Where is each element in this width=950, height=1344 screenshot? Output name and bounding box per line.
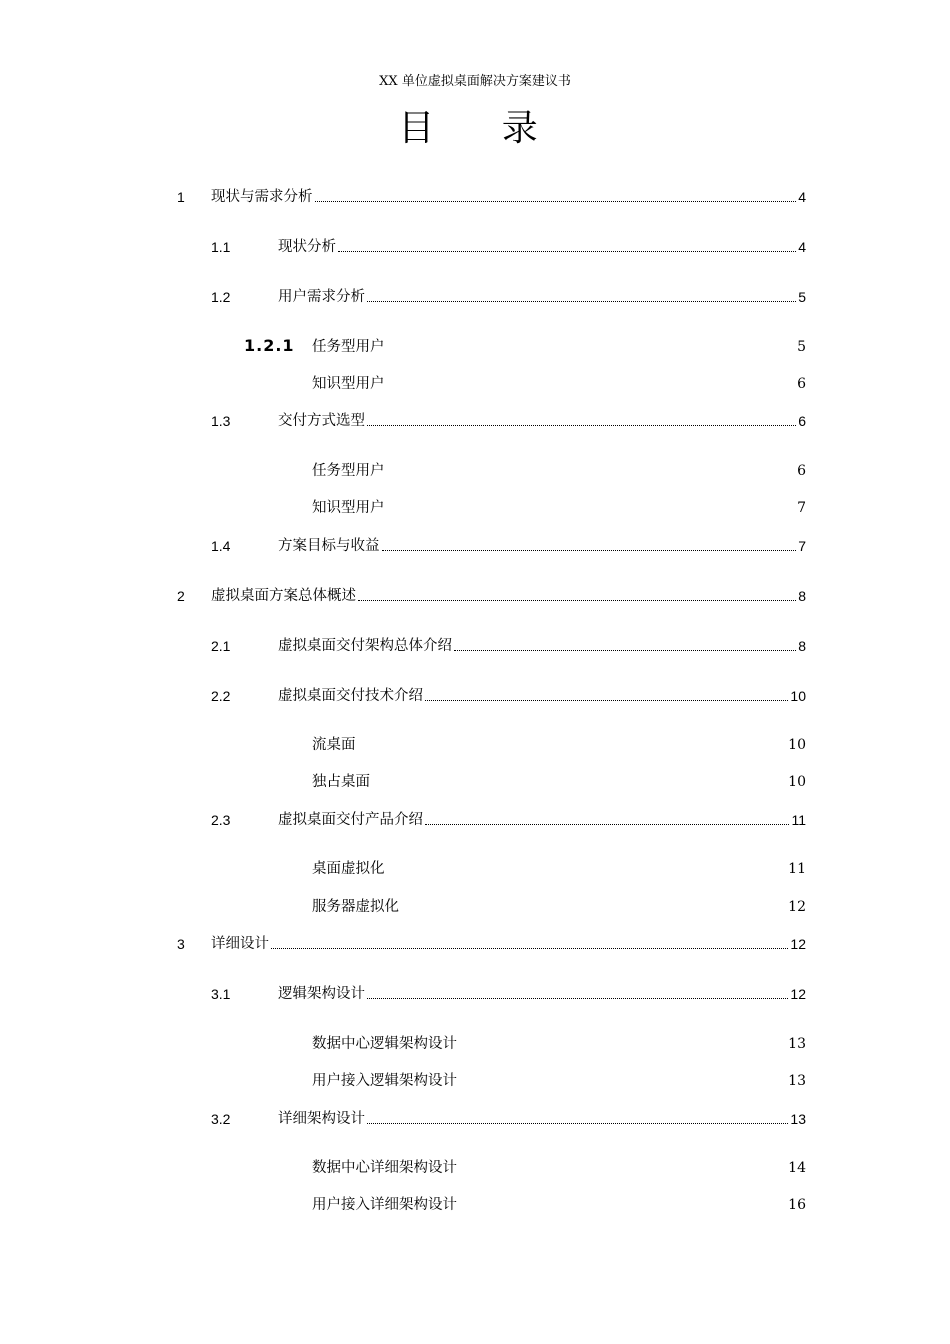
toc-entry[interactable]: [0, 1108, 950, 1130]
toc-entry-number: 1.3: [211, 413, 231, 429]
toc-entry[interactable]: [0, 460, 950, 482]
toc-entry[interactable]: [0, 286, 950, 308]
toc-entry-page: 5: [797, 286, 806, 308]
toc-entry[interactable]: [0, 585, 950, 607]
toc-entry-label: 数据中心详细架构设计: [312, 1157, 458, 1179]
toc-entry[interactable]: [0, 410, 950, 432]
toc-entry-number: 3.2: [211, 1111, 231, 1127]
toc-leader-dots: [315, 201, 797, 202]
toc-entry-label: 虚拟桌面交付架构总体介绍: [278, 635, 453, 657]
toc-entry-page: 4: [797, 186, 806, 208]
toc-leader-dots: [271, 948, 788, 949]
toc-entry-label: 桌面虚拟化: [312, 858, 386, 880]
toc-entry[interactable]: [0, 1033, 950, 1055]
toc-entry[interactable]: [0, 685, 950, 707]
toc-leader-dots: [425, 700, 788, 701]
toc-entry-label: 知识型用户: [312, 373, 386, 395]
toc-entry-label: 知识型用户: [312, 497, 386, 519]
toc-entry-label: 服务器虚拟化: [312, 896, 400, 918]
toc-entry-number: 1: [177, 189, 185, 205]
toc-entry-label: 详细设计: [211, 933, 270, 955]
toc-entry-label: 虚拟桌面交付技术介绍: [278, 685, 424, 707]
toc-entry-page: 16: [787, 1194, 806, 1216]
toc-entry-page: 13: [787, 1033, 806, 1055]
toc-entry-label: 数据中心逻辑架构设计: [312, 1033, 458, 1055]
toc-leader-dots: [338, 251, 796, 252]
toc-entry-number: 3: [177, 936, 185, 952]
toc-entry[interactable]: [0, 336, 950, 358]
toc-entry-page: 7: [796, 497, 806, 519]
toc-entry[interactable]: [0, 1070, 950, 1092]
toc-entry-page: 14: [787, 1157, 806, 1179]
toc-entry-label: 流桌面: [312, 734, 357, 756]
toc-entry[interactable]: [0, 1194, 950, 1216]
toc-entry-page: 8: [797, 585, 806, 607]
toc-entry-label: 虚拟桌面交付产品介绍: [278, 809, 424, 831]
toc-entry-page: 6: [797, 410, 806, 432]
toc-entry-number: 2: [177, 588, 185, 604]
toc-entry-label: 详细架构设计: [278, 1108, 366, 1130]
toc-entry[interactable]: [0, 1157, 950, 1179]
toc-entry-number: 2.2: [211, 688, 231, 704]
toc-entry-label: 任务型用户: [312, 460, 386, 482]
toc-entry[interactable]: [0, 373, 950, 395]
toc-leader-dots: [367, 425, 796, 426]
toc-entry-page: 12: [787, 896, 806, 918]
toc-title: 目 录: [398, 108, 566, 149]
toc-leader-dots: [367, 998, 788, 999]
toc-leader-dots: [454, 650, 796, 651]
toc-entry-page: 10: [787, 771, 806, 793]
toc-entry-page: 10: [789, 685, 806, 707]
toc-leader-dots: [425, 824, 789, 825]
toc-entry-page: 12: [789, 933, 806, 955]
toc-entry-page: 8: [797, 635, 806, 657]
toc-entry-label: 用户接入逻辑架构设计: [312, 1070, 458, 1092]
toc-entry[interactable]: [0, 983, 950, 1005]
toc-entry-number: 1.2: [211, 289, 231, 305]
toc-entry-label: 任务型用户: [312, 336, 386, 358]
toc-entry-page: 7: [797, 535, 806, 557]
toc-entry-page: 13: [787, 1070, 806, 1092]
toc-entry-page: 4: [797, 236, 806, 258]
toc-entry[interactable]: [0, 933, 950, 955]
toc-entry[interactable]: [0, 858, 950, 880]
toc-entry-number: 1.1: [211, 239, 231, 255]
toc-entry-page: 11: [790, 809, 806, 831]
toc-entry[interactable]: [0, 635, 950, 657]
toc-entry[interactable]: [0, 896, 950, 918]
toc-entry-page: 12: [789, 983, 806, 1005]
toc-entry-label: 现状分析: [278, 236, 337, 258]
toc-entry-number: 2.3: [211, 812, 231, 828]
toc-leader-dots: [358, 600, 796, 601]
toc-entry-label: 虚拟桌面方案总体概述: [211, 585, 357, 607]
toc-entry[interactable]: [0, 236, 950, 258]
toc-entry[interactable]: [0, 186, 950, 208]
toc-entry-page: 6: [796, 373, 806, 395]
toc-entry-number: 2.1: [211, 638, 231, 654]
toc-entry-number: 1.4: [211, 538, 231, 554]
toc-entry-number: 1.2.1: [244, 336, 295, 355]
toc-entry-page: 6: [796, 460, 806, 482]
toc-entry[interactable]: [0, 497, 950, 519]
toc-entry-label: 逻辑架构设计: [278, 983, 366, 1005]
toc-entry-label: 方案目标与收益: [278, 535, 381, 557]
toc-leader-dots: [367, 1123, 788, 1124]
toc-entry-page: 11: [787, 858, 806, 880]
toc-entry-label: 用户需求分析: [278, 286, 366, 308]
toc-entry-number: 3.1: [211, 986, 231, 1002]
toc-entry[interactable]: [0, 771, 950, 793]
document-header: XX 单位虚拟桌面解决方案建议书: [379, 74, 571, 89]
toc-entry-label: 现状与需求分析: [211, 186, 314, 208]
toc-entry-label: 独占桌面: [312, 771, 371, 793]
toc-leader-dots: [382, 550, 797, 551]
toc-entry-label: 用户接入详细架构设计: [312, 1194, 458, 1216]
toc-entry[interactable]: [0, 809, 950, 831]
toc-entry-page: 13: [789, 1108, 806, 1130]
toc-entry-page: 10: [787, 734, 806, 756]
toc-entry-label: 交付方式选型: [278, 410, 366, 432]
toc-leader-dots: [367, 301, 796, 302]
toc-entry-page: 5: [796, 336, 806, 358]
toc-entry[interactable]: [0, 535, 950, 557]
toc-entry[interactable]: [0, 734, 950, 756]
